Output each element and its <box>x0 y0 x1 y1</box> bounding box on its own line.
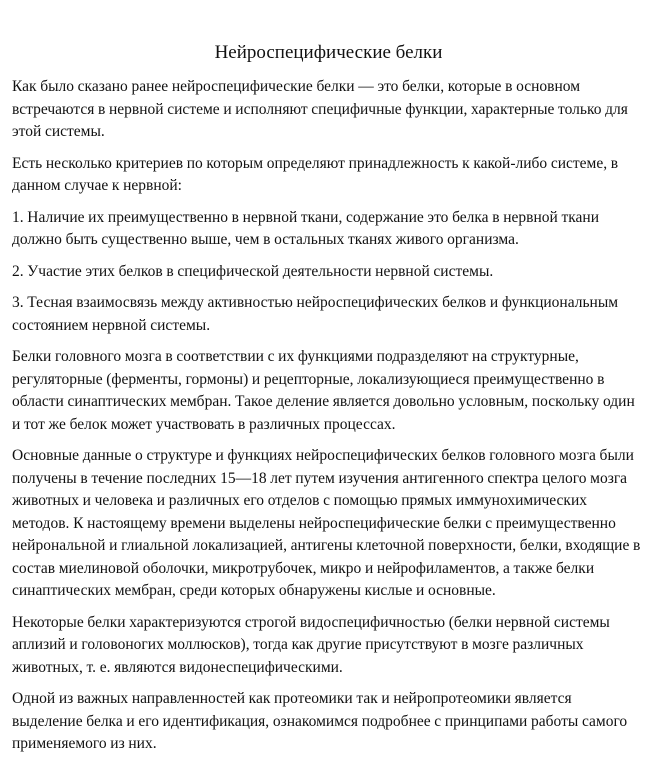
paragraph-intro: Как было сказано ранее нейроспецифические белки — это белки, которые в основном встречаются в нервной системе и исполняют специфичные функции, характерные только для этой системы. <box>12 78 628 140</box>
paragraph-species-specificity: Некоторые белки характеризуются строгой видоспецифичностью (белки нервной системы аплизий и головоногих моллюсков), тогда как другие присутствуют в мозге различных животных, т. е. являются видонеспецифическими. <box>12 613 610 676</box>
paragraph-main-data: Основные данные о структуре и функциях нейроспецифических белков головного мозга были получены в течение последних 15—18 лет путем изучения антигенного спектра целого мозга животных и человека и различных его отделов с помощью прямых иммунохимических методов. К настоящему времени выделены нейроспецифические белки с преимущественно нейрональной и глиальной локализацией, антигены клеточной поверхности, белки, входящие в состав миелиновой оболочки, микротрубочек, микро и нейрофиламентов, а также белки синаптических мембран, среди которых обнаружены кислые и основные. <box>12 447 641 599</box>
paragraph-proteomics: Одной из важных направленностей как протеомики так и нейропротеомики является выделение белка и его идентификация, ознакомимся подробнее с принципами работы самого применяемого из них. <box>12 690 628 752</box>
page-title: Нейроспецифические белки <box>214 42 443 63</box>
paragraph-brain-proteins: Белки головного мозга в соответствии с их функциями подразделяют на структурные, регуляторные (ферменты, гормоны) и рецепторные, локализующиеся преимущественно в области синаптических мембран. Такое деление является довольно условным, поскольку один и тот же белок может участвовать в различных процессах. <box>12 348 635 433</box>
paragraph-criterion-3: 3. Тесная взаимосвязь между активностью нейроспецифических белков и функциональным состоянием нервной системы. <box>12 294 619 334</box>
paragraph-criterion-2: 2. Участие этих белков в специфической деятельности нервной системы. <box>12 262 494 280</box>
paragraph-criteria-intro: Есть несколько критериев по которым определяют принадлежность к какой-либо системе, в данном случае к нервной: <box>12 154 619 194</box>
paragraph-criterion-1: 1. Наличие их преимущественно в нервной ткани, содержание это белка в нервной ткани должно быть существенно выше, чем в остальных тканях живого организма. <box>12 208 600 248</box>
